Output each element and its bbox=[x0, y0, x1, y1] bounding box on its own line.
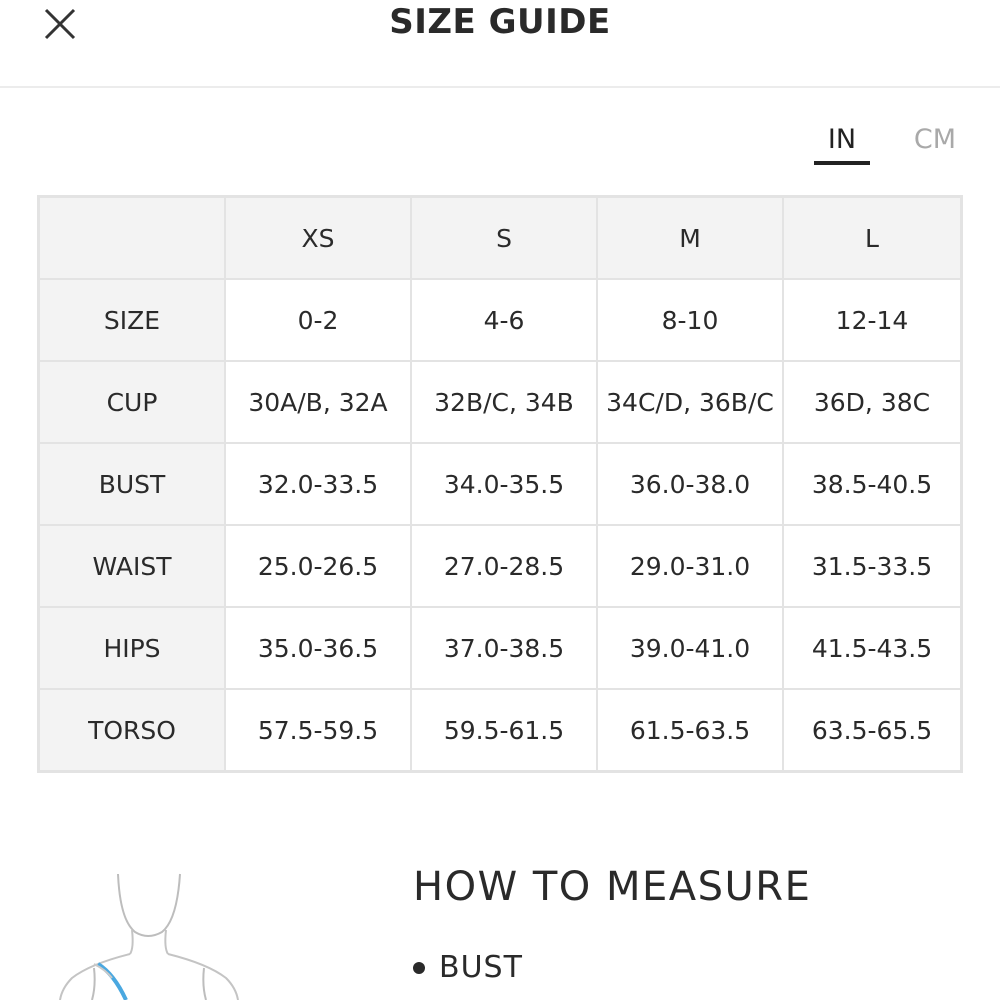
table-cell: 41.5-43.5 bbox=[783, 607, 962, 689]
table-cell: 63.5-65.5 bbox=[783, 689, 962, 772]
bullet-icon bbox=[413, 962, 425, 974]
row-header-size: SIZE bbox=[39, 279, 226, 361]
header bbox=[0, 0, 1000, 88]
table-cell: 34C/D, 36B/C bbox=[597, 361, 783, 443]
row-header-waist: WAIST bbox=[39, 525, 226, 607]
table-cell: 61.5-63.5 bbox=[597, 689, 783, 772]
unit-toggle-cm[interactable]: CM bbox=[913, 124, 957, 155]
measure-item-label: BUST bbox=[439, 950, 523, 985]
table-row bbox=[39, 361, 962, 443]
table-cell: 39.0-41.0 bbox=[597, 607, 783, 689]
table-row bbox=[39, 607, 962, 689]
column-header-m: M bbox=[597, 197, 783, 280]
table-row bbox=[39, 443, 962, 525]
table-header-row bbox=[39, 197, 962, 280]
column-header-s: S bbox=[411, 197, 597, 280]
table-cell: 12-14 bbox=[783, 279, 962, 361]
table-row bbox=[39, 279, 962, 361]
list-item bbox=[413, 950, 523, 985]
table-cell: 0-2 bbox=[225, 279, 411, 361]
how-to-measure-title: HOW TO MEASURE bbox=[413, 864, 812, 910]
unit-toggle-in[interactable]: IN bbox=[814, 124, 870, 165]
table-cell: 38.5-40.5 bbox=[783, 443, 962, 525]
table-row bbox=[39, 689, 962, 772]
table-cell: 36D, 38C bbox=[783, 361, 962, 443]
page-title: SIZE GUIDE bbox=[389, 2, 611, 42]
table-cell: 57.5-59.5 bbox=[225, 689, 411, 772]
table-cell: 31.5-33.5 bbox=[783, 525, 962, 607]
table-cell: 35.0-36.5 bbox=[225, 607, 411, 689]
row-header-cup: CUP bbox=[39, 361, 226, 443]
table-cell: 29.0-31.0 bbox=[597, 525, 783, 607]
table-cell: 8-10 bbox=[597, 279, 783, 361]
column-header-xs: XS bbox=[225, 197, 411, 280]
row-header-hips: HIPS bbox=[39, 607, 226, 689]
body-measurement-figure bbox=[50, 860, 250, 1000]
size-table bbox=[37, 195, 963, 773]
table-cell: 27.0-28.5 bbox=[411, 525, 597, 607]
table-cell: 34.0-35.5 bbox=[411, 443, 597, 525]
row-header-torso: TORSO bbox=[39, 689, 226, 772]
table-cell: 4-6 bbox=[411, 279, 597, 361]
table-cell: 30A/B, 32A bbox=[225, 361, 411, 443]
measure-list bbox=[413, 950, 523, 985]
table-corner-cell bbox=[39, 197, 226, 280]
table-cell: 32B/C, 34B bbox=[411, 361, 597, 443]
table-row bbox=[39, 525, 962, 607]
column-header-l: L bbox=[783, 197, 962, 280]
table-cell: 37.0-38.5 bbox=[411, 607, 597, 689]
table-cell: 59.5-61.5 bbox=[411, 689, 597, 772]
table-cell: 32.0-33.5 bbox=[225, 443, 411, 525]
row-header-bust: BUST bbox=[39, 443, 226, 525]
table-cell: 36.0-38.0 bbox=[597, 443, 783, 525]
table-cell: 25.0-26.5 bbox=[225, 525, 411, 607]
